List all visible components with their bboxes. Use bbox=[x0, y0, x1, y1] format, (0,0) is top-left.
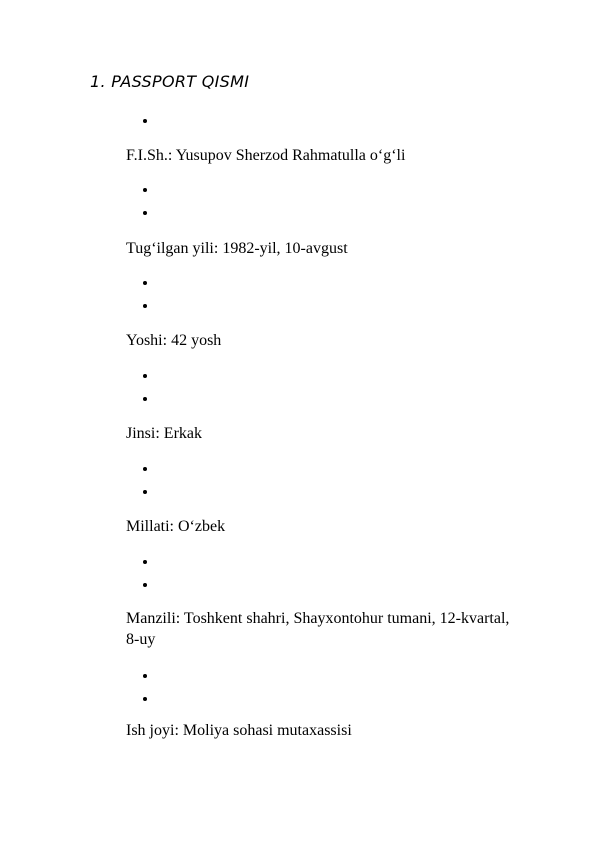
section-title: PASSPORT QISMI bbox=[111, 72, 250, 91]
field-gender: Jinsi: Erkak bbox=[126, 425, 202, 442]
bullet-point bbox=[143, 467, 147, 471]
bullet-point bbox=[143, 397, 147, 401]
bullet-point bbox=[143, 281, 147, 285]
bullet-point bbox=[143, 583, 147, 587]
bullet-point bbox=[143, 374, 147, 378]
field-workplace: Ish joyi: Moliya sohasi mutaxassisi bbox=[126, 722, 352, 739]
field-birth-date: Tug‘ilgan yili: 1982-yil, 10-avgust bbox=[126, 240, 348, 257]
bullet-point bbox=[143, 211, 147, 215]
bullet-point bbox=[143, 304, 147, 308]
section-heading bbox=[90, 72, 249, 91]
field-age: Yoshi: 42 yosh bbox=[126, 332, 222, 349]
field-nationality: Millati: O‘zbek bbox=[126, 518, 226, 535]
bullet-point bbox=[143, 697, 147, 701]
bullet-point bbox=[143, 674, 147, 678]
bullet-point bbox=[143, 490, 147, 494]
section-number: 1. bbox=[90, 72, 106, 91]
field-fullname: F.I.Sh.: Yusupov Sherzod Rahmatulla o‘g‘li bbox=[126, 147, 406, 164]
bullet-point bbox=[143, 119, 147, 123]
bullet-point bbox=[143, 188, 147, 192]
bullet-point bbox=[143, 560, 147, 564]
field-address: Manzili: Toshkent shahri, Shayxontohur tumani, 12-kvartal, 8-uy bbox=[126, 610, 510, 648]
